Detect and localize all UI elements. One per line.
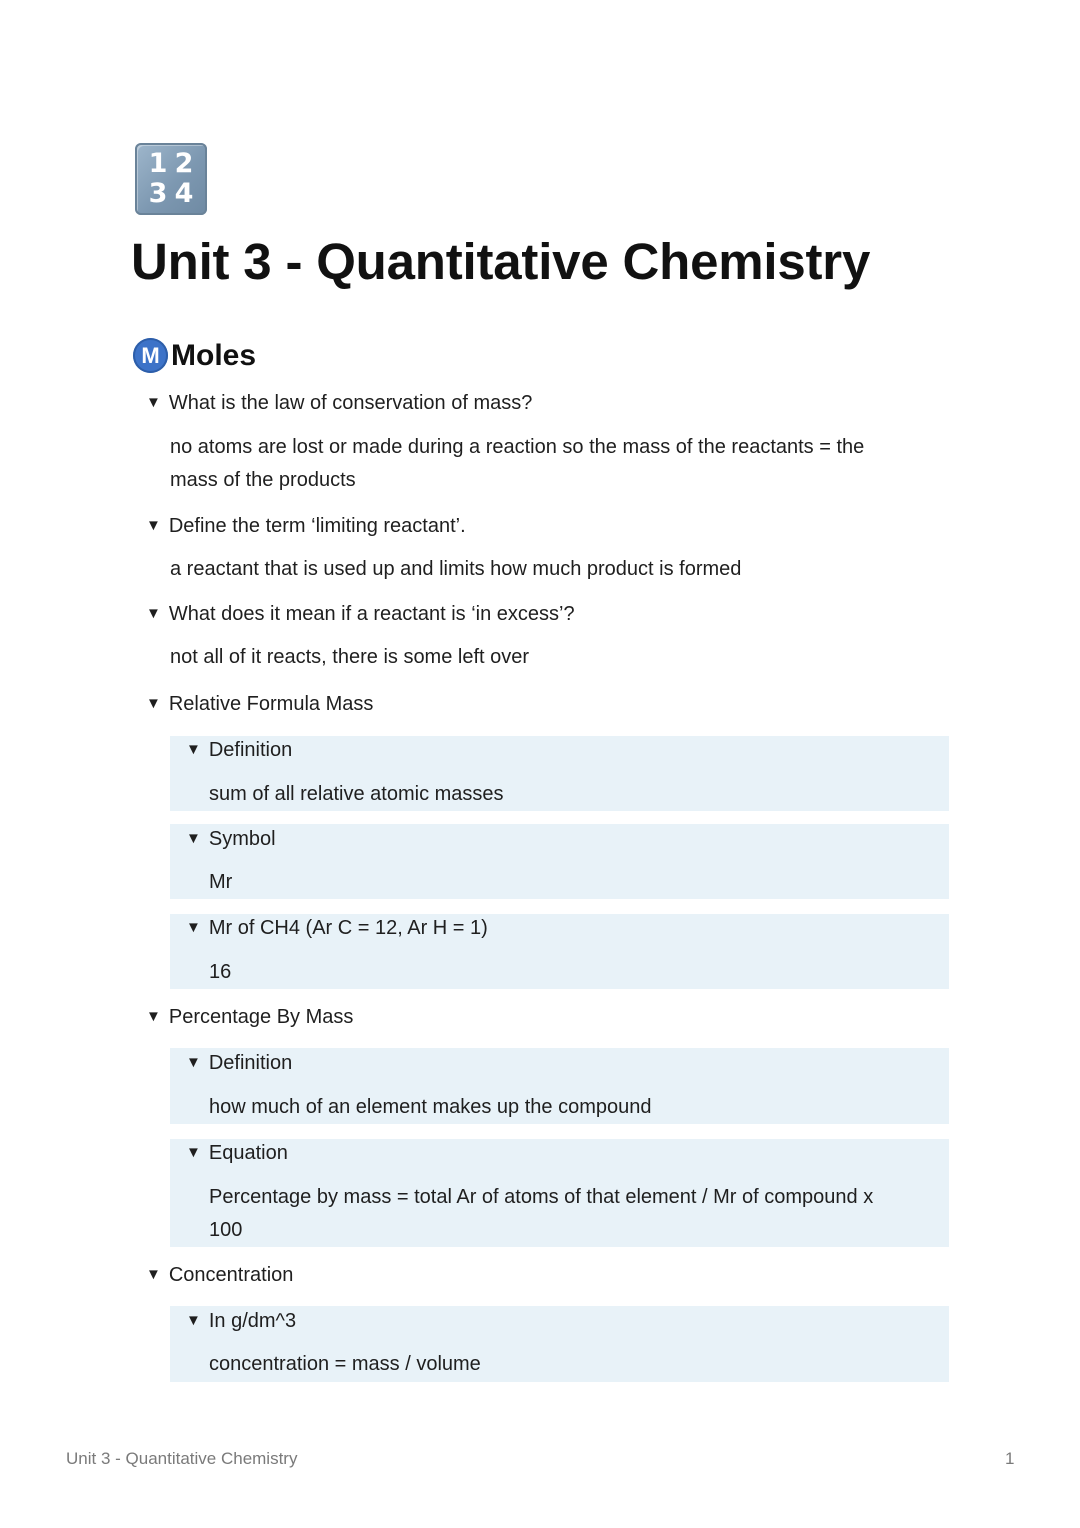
footer-title: Unit 3 - Quantitative Chemistry <box>66 1449 298 1468</box>
toggle-label: Define the term ‘limiting reactant’. <box>168 515 466 537</box>
toggle-label: What does it mean if a reactant is ‘in excess’? <box>168 603 575 625</box>
icon-digit-3: 3 <box>148 178 168 209</box>
triangle-down-icon[interactable]: ▼ <box>186 919 201 936</box>
toggle-label: What is the law of conservation of mass? <box>168 392 533 414</box>
answer-limiting-reactant: a reactant that is used up and limits how much product is formed <box>170 558 742 580</box>
answer-rfm-ch4: 16 <box>209 961 232 983</box>
toggle-concentration-units[interactable] <box>186 1310 296 1333</box>
toggle-rfm-ch4[interactable] <box>186 917 488 940</box>
answer-line: no atoms are lost or made during a reaction so the mass of the reactants = the <box>170 436 865 458</box>
keycap-1234-icon <box>135 143 207 215</box>
answer-pbm-definition: how much of an element makes up the compound <box>209 1096 652 1118</box>
answer-in-excess: not all of it reacts, there is some left over <box>170 646 530 668</box>
triangle-down-icon[interactable]: ▼ <box>146 517 161 534</box>
toggle-label: Mr of CH4 (Ar C = 12, Ar H = 1) <box>208 917 488 939</box>
m-letter-icon <box>133 338 168 373</box>
triangle-down-icon[interactable]: ▼ <box>146 695 161 712</box>
toggle-label: Definition <box>208 1052 293 1074</box>
toggle-concentration[interactable] <box>146 1264 293 1287</box>
answer-pbm-equation <box>209 1181 873 1247</box>
icon-digit-4: 4 <box>174 178 194 209</box>
toggle-label: In g/dm^3 <box>208 1310 297 1332</box>
toggle-label: Relative Formula Mass <box>168 693 374 715</box>
toggle-pbm-definition[interactable] <box>186 1052 292 1075</box>
triangle-down-icon[interactable]: ▼ <box>186 1054 201 1071</box>
toggle-conservation-of-mass[interactable] <box>146 392 532 415</box>
m-letter: M <box>141 342 160 368</box>
triangle-down-icon[interactable]: ▼ <box>146 1008 161 1025</box>
answer-line: mass of the products <box>170 469 356 491</box>
triangle-down-icon[interactable]: ▼ <box>186 830 201 847</box>
triangle-down-icon[interactable]: ▼ <box>146 394 161 411</box>
triangle-down-icon[interactable]: ▼ <box>186 1312 201 1329</box>
toggle-label: Symbol <box>208 828 276 850</box>
answer-rfm-definition: sum of all relative atomic masses <box>209 783 504 805</box>
toggle-rfm-symbol[interactable] <box>186 828 276 851</box>
callout-rfm-symbol <box>170 824 949 899</box>
toggle-pbm-equation[interactable] <box>186 1142 288 1165</box>
toggle-label: Equation <box>208 1142 288 1164</box>
toggle-in-excess[interactable] <box>146 603 575 626</box>
toggle-rfm-definition[interactable] <box>186 739 292 762</box>
answer-rfm-symbol: Mr <box>209 871 233 893</box>
toggle-label: Definition <box>208 739 293 761</box>
page-title: Unit 3 - Quantitative Chemistry <box>131 233 871 290</box>
answer-concentration-units: concentration = mass / volume <box>209 1353 481 1375</box>
section-title: Moles <box>171 338 257 372</box>
icon-digit-2: 2 <box>174 148 194 179</box>
toggle-limiting-reactant[interactable] <box>146 515 466 538</box>
section-heading-moles <box>133 338 256 373</box>
page-number: 1 <box>1005 1449 1015 1468</box>
triangle-down-icon[interactable]: ▼ <box>146 605 161 622</box>
toggle-percentage-by-mass[interactable] <box>146 1006 353 1029</box>
triangle-down-icon[interactable]: ▼ <box>146 1266 161 1283</box>
answer-line: Percentage by mass = total Ar of atoms of that element / Mr of compound x <box>209 1186 874 1208</box>
triangle-down-icon[interactable]: ▼ <box>186 741 201 758</box>
answer-line: 100 <box>209 1219 243 1241</box>
icon-digit-1: 1 <box>148 148 168 179</box>
answer-conservation-of-mass <box>170 431 864 497</box>
triangle-down-icon[interactable]: ▼ <box>186 1144 201 1161</box>
toggle-label: Concentration <box>168 1264 294 1286</box>
toggle-relative-formula-mass[interactable] <box>146 693 373 716</box>
toggle-label: Percentage By Mass <box>168 1006 354 1028</box>
